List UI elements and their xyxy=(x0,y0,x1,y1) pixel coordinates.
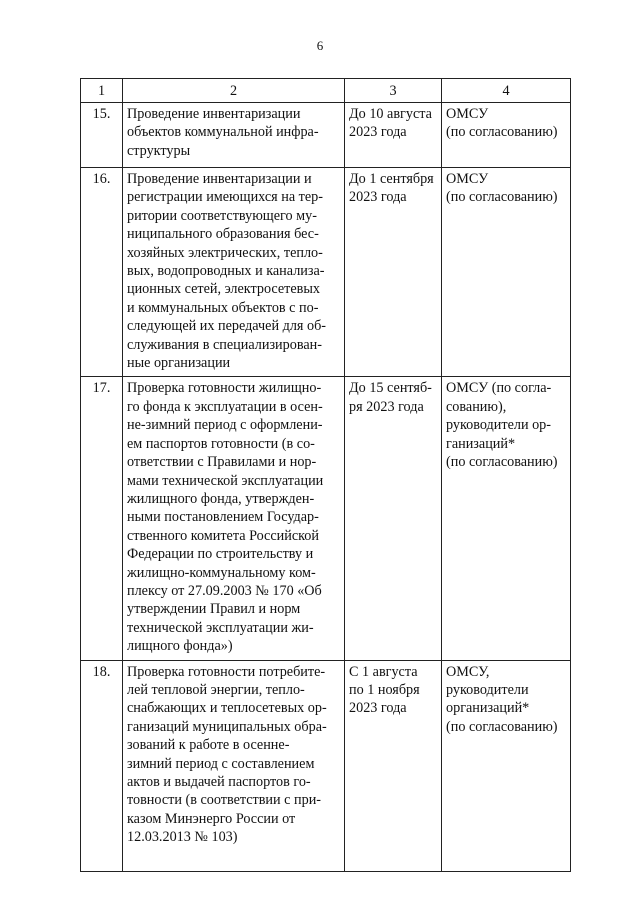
row-action: Проверка готовности жилищно- го фонда к эксплуатации в осен- не-зимний период с оформлени- ем паспортов готовности (в со- ответствии с Правилами и нор- мами технической эксплуатации жилищного фонда, утвержден- ными постановлением Государ- ственного комитета Российской Федерации по строительству и жилищно-коммунальному ком- плексу от 27.09.2003 № 170 «Об утверждении Правил и норм технической эксплуатации жи- лищного фонда») xyxy=(123,377,345,660)
table-row xyxy=(81,660,571,871)
row-number: 17. xyxy=(81,377,123,660)
row-action: Проверка готовности потребите- лей тепловой энергии, тепло- снабжающих и теплосетевых ор- ганизаций муниципальных обра- зований к работе в осенне- зимний период с составлением актов и выдачей паспортов го- товности (в соответствии с при- казом Минэнерго России от 12.03.2013 № 103) xyxy=(123,660,345,871)
table-header-row xyxy=(81,79,571,103)
row-deadline: С 1 августа по 1 ноября 2023 года xyxy=(345,660,442,871)
column-number-4: 4 xyxy=(442,79,571,103)
column-number-3: 3 xyxy=(345,79,442,103)
row-responsible: ОМСУ, руководители организаций* (по согласованию) xyxy=(442,660,571,871)
row-deadline: До 10 августа 2023 года xyxy=(345,103,442,168)
measures-table xyxy=(80,78,571,872)
page-number: 6 xyxy=(316,38,324,53)
row-number: 15. xyxy=(81,103,123,168)
row-deadline: До 1 сентября 2023 года xyxy=(345,168,442,377)
table-row xyxy=(81,103,571,168)
column-number-2: 2 xyxy=(123,79,345,103)
row-responsible: ОМСУ (по согласованию) xyxy=(442,168,571,377)
row-responsible: ОМСУ (по согла- сованию), руководители ор- ганизаций* (по согласованию) xyxy=(442,377,571,660)
row-action: Проведение инвентаризации объектов коммунальной инфра- структуры xyxy=(123,103,345,168)
table-row xyxy=(81,168,571,377)
row-number: 18. xyxy=(81,660,123,871)
row-responsible: ОМСУ (по согласованию) xyxy=(442,103,571,168)
column-number-1: 1 xyxy=(81,79,123,103)
row-deadline: До 15 сентяб- ря 2023 года xyxy=(345,377,442,660)
row-number: 16. xyxy=(81,168,123,377)
row-action: Проведение инвентаризации и регистрации имеющихся на тер- ритории соответствующего му- ниципального образования бес- хозяйных электрических, тепло- вых, водопроводных и канализа- ционных сетей, электросетевых и коммунальных объектов с по- следующей их передачей для об- служивания в специализирован- ные организации xyxy=(123,168,345,377)
table-row xyxy=(81,377,571,660)
